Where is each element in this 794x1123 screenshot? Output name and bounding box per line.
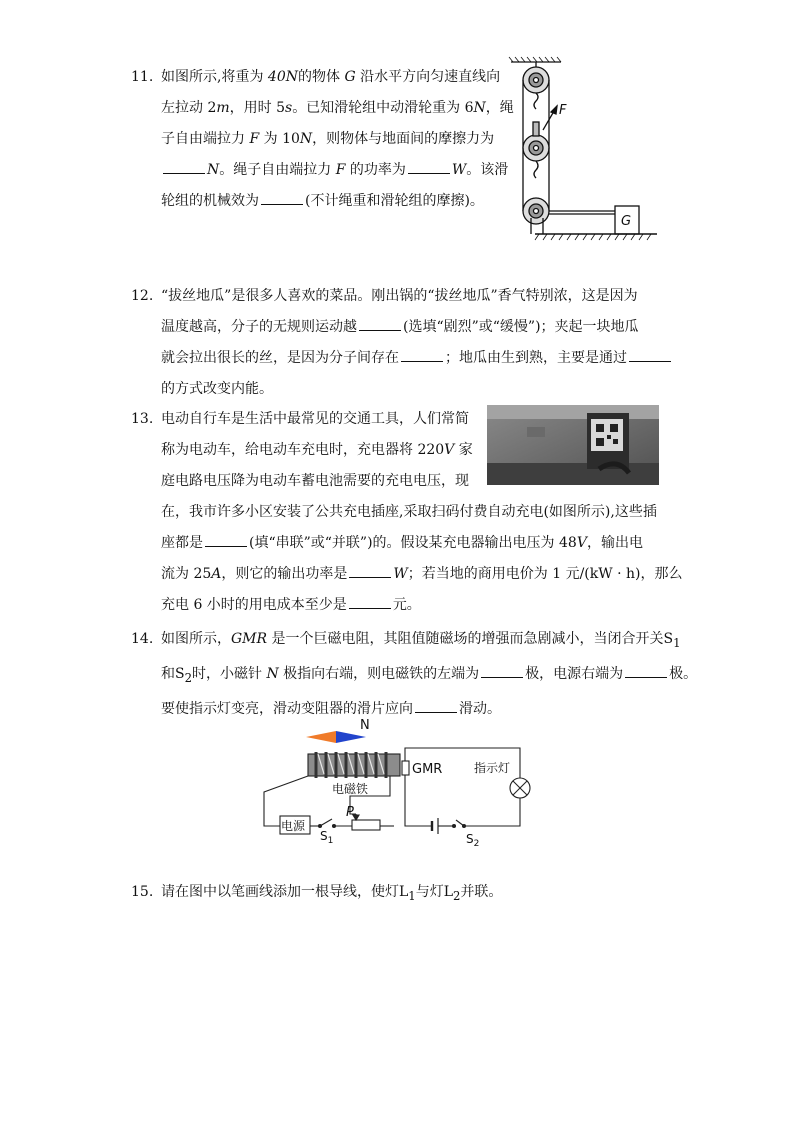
switch-s2-label: $S_2$ [466, 832, 480, 846]
q13-line-3: 庭电路电压降为电动车蓄电池需要的充电电压，现 [161, 473, 469, 489]
answer-blank [629, 347, 671, 362]
q11-line-1: 如图所示,将重为 40N的物体 G 沿水平方向匀速直线向 [161, 69, 501, 85]
q13-line-2: 称为电动车，给电动车充电时，充电器将 220V 家 [161, 442, 473, 458]
q13-line-7: 充电 6 小时的用电成本至少是 元。 [161, 590, 682, 621]
q12-line-2: 温度越高，分子的无规则运动越 (选填“剧烈”或“缓慢”)；夹起一块地瓜 [161, 312, 673, 343]
force-label: F [559, 103, 567, 118]
question-number: 14. [131, 631, 154, 647]
q12-line-4: 的方式改变内能。 [161, 381, 273, 397]
power-source-label: 电源 [281, 819, 306, 833]
answer-blank [349, 594, 391, 609]
answer-blank [481, 663, 523, 678]
q15-line-1: 请在图中以笔画线添加一根导线，使灯$L_1$与灯$L_2$并联。 [161, 884, 503, 903]
answer-blank [401, 347, 443, 362]
answer-blank [163, 159, 205, 174]
q13-line-4: 在，我市许多小区安装了公共充电插座,采取扫码付费自动充电(如图所示),这些插 [161, 504, 657, 520]
q13-line-6: 流为 25A，则它的输出功率是 W；若当地的商用电价为 1 元/(kW · h)，那么 [161, 559, 682, 590]
q11-line-3: 子自由端拉力 F 为 10N，则物体与地面间的摩擦力为 [161, 131, 495, 147]
q14-line-2: 和$S_2$时，小磁针 N 极指向右端，则电磁铁的左端为 极，电源右端为 极。 [161, 659, 697, 694]
question-14 [131, 624, 698, 725]
needle-south-pole [306, 731, 336, 743]
answer-blank [408, 159, 450, 174]
lamp-label: 指示灯 [474, 761, 511, 775]
q12-line-1: “拔丝地瓜”是很多人喜欢的菜品。刚出锅的“拔丝地瓜”香气特别浓，这是因为 [161, 288, 638, 304]
question-number: 12. [131, 288, 154, 304]
switch-s1-label: $S_1$ [320, 829, 334, 846]
q13-line-1: 电动自行车是生活中最常见的交通工具，人们常简 [161, 411, 469, 427]
q13-line-5: 座都是 (填“串联”或“并联”)的。假设某充电器输出电压为 48V，输出电 [161, 528, 682, 559]
answer-blank [359, 316, 401, 331]
pulley-figure [505, 56, 663, 242]
answer-blank [261, 190, 303, 205]
electromagnet-label: 电磁铁 [332, 782, 369, 796]
north-label: N [360, 718, 370, 733]
answer-blank [205, 532, 247, 547]
q14-line-3: 要使指示灯变亮，滑动变阻器的滑片应向 滑动。 [161, 694, 697, 725]
question-12 [131, 281, 673, 405]
gmr-circuit-figure [258, 716, 538, 846]
q11-line-2: 左拉动 2m，用时 5s。已知滑轮组中动滑轮重为 6N，绳 [161, 100, 514, 116]
charging-station-photo [487, 405, 659, 485]
question-15 [131, 877, 503, 912]
q11-line-4: N。绳子自由端拉力 F 的功率为 W。该滑 [161, 155, 514, 186]
question-number: 13. [131, 411, 154, 427]
q12-line-3: 就会拉出很长的丝，是因为分子间存在 ；地瓜由生到熟，主要是通过 [161, 343, 673, 374]
question-11 [131, 62, 514, 217]
slider-label: P [346, 805, 354, 820]
question-number: 15. [131, 884, 154, 900]
answer-blank [415, 698, 457, 713]
block-label: G [621, 214, 632, 229]
answer-blank [625, 663, 667, 678]
q11-line-5: 轮组的机械效为 (不计绳重和滑轮组的摩擦)。 [161, 186, 514, 217]
q14-line-1: 如图所示，GMR 是一个巨磁电阻，其阻值随磁场的增强而急剧减小，当闭合开关$S_1$ [161, 631, 681, 650]
gmr-label: GMR [412, 762, 443, 777]
question-number: 11. [131, 69, 154, 85]
answer-blank [349, 563, 391, 578]
